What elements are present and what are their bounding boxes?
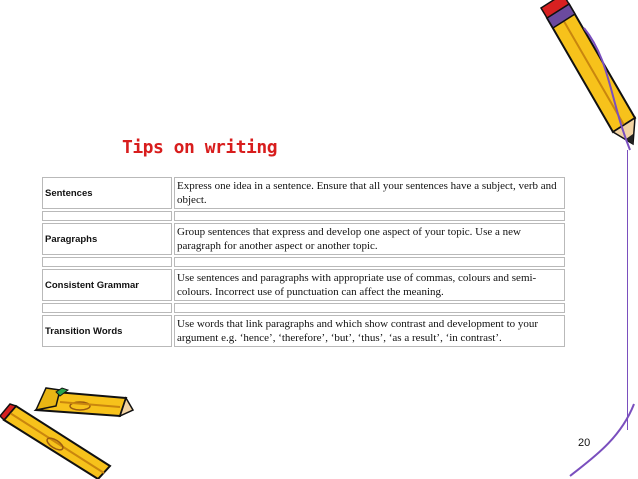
- table-row: [42, 315, 565, 347]
- term-cell: Paragraphs: [42, 223, 172, 255]
- description-cell: Use words that link paragraphs and which show contrast and development to your argument e.g. ‘hence’, ‘therefore’, ‘but’, ‘thus’, ‘as a result’, ‘in contrast’.: [174, 315, 565, 347]
- right-rule: [627, 150, 628, 430]
- description-cell: Use sentences and paragraphs with appropriate use of commas, colours and semi-colours. Incorrect use of punctuation can affect the meaning.: [174, 269, 565, 301]
- decorative-curve-icon: [560, 400, 638, 479]
- table-row: [42, 269, 565, 301]
- description-cell: Group sentences that express and develop one aspect of your topic. Use a new paragraph for another aspect or another topic.: [174, 223, 565, 255]
- spacer-row: [42, 303, 565, 313]
- page-title: Tips on writing: [122, 136, 278, 158]
- page-number: 20: [578, 437, 591, 449]
- spacer-row: [42, 257, 565, 267]
- table-row: [42, 223, 565, 255]
- table-row: [42, 177, 565, 209]
- heading: [116, 134, 277, 160]
- decorative-curve-icon: [580, 20, 638, 160]
- spacer-row: [42, 211, 565, 221]
- term-cell: Consistent Grammar: [42, 269, 172, 301]
- term-cell: Transition Words: [42, 315, 172, 347]
- description-cell: Express one idea in a sentence. Ensure that all your sentences have a subject, verb and object.: [174, 177, 565, 209]
- pencils-icon: [0, 380, 135, 479]
- term-cell: Sentences: [42, 177, 172, 209]
- tips-table: [40, 175, 567, 349]
